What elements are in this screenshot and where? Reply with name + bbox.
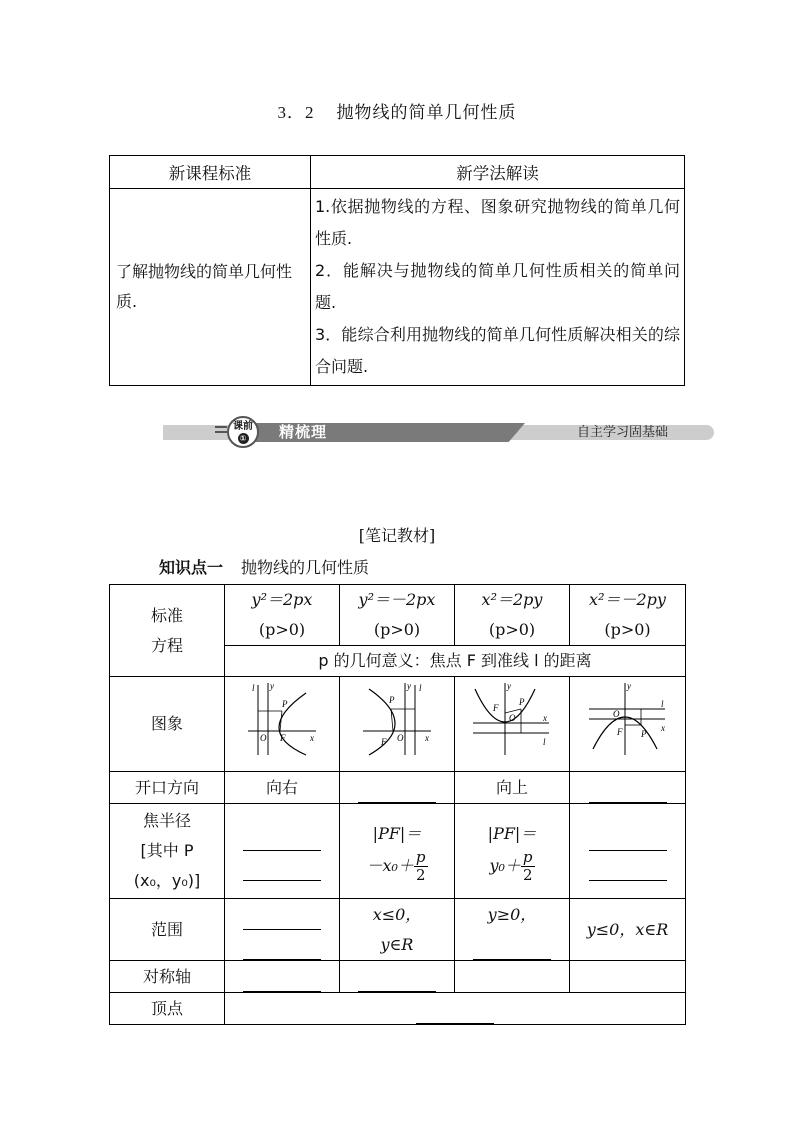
badge-text: 课前 [233,421,253,432]
row-label-opening: 开口方向 [110,772,225,804]
svg-text:x: x [310,733,314,743]
svg-text:O: O [397,733,404,743]
axis-cell-3 [455,961,570,993]
banner-lines [215,426,227,436]
focal-up: |PF|＝ y₀＋ $\frac{p}{2}$ [455,804,570,899]
vertex-blank [225,993,686,1025]
parabola-left-graph [359,679,435,759]
range-down: y≤0，x∈R [570,899,686,961]
svg-text:x: x [425,733,429,743]
axis-cell-4 [570,961,686,993]
knowledge-point-heading [159,555,369,578]
svg-text:x: x [543,713,547,723]
svg-text:l: l [252,683,255,693]
notes-label: [笔记教材] [358,526,436,545]
axis-blank-2 [340,961,455,993]
eq-cell-1: y²＝2px (p>0) [225,585,340,646]
svg-text:x: x [660,723,665,733]
svg-text:y: y [626,681,631,691]
col-header-method: 新学法解读 [311,156,685,189]
row-label-graph: 图象 [110,677,225,772]
svg-text:P: P [640,729,646,739]
focal-blank-4 [570,804,686,899]
svg-text:O: O [260,733,267,743]
graph-down [570,677,686,772]
focal-blank-1 [225,804,340,899]
range-left: x≤0， y∈R [340,899,455,961]
row-label-equation: 标准 方程 [110,585,225,677]
open-blank-2 [340,772,455,804]
svg-text:O: O [509,713,516,723]
open-right: 向右 [225,772,340,804]
eq-cell-3: x²＝2py (p>0) [455,585,570,646]
method-points [311,189,685,386]
row-label-focal: 焦半径 [其中 P (x₀，y₀)] [110,804,225,899]
graph-left [340,677,455,772]
open-up: 向上 [455,772,570,804]
method-point-2: 2．能解决与抛物线的简单几何性质相关的简单问题. [315,261,680,312]
svg-text:F: F [280,733,286,743]
svg-text:F: F [381,737,387,747]
range-blank-1 [225,899,340,961]
section-banner [163,423,714,442]
graph-right [225,677,340,772]
col-header-standard: 新课程标准 [110,156,311,189]
axis-blank-1 [225,961,340,993]
parabola-right-graph [244,679,320,759]
svg-text:P: P [389,695,395,705]
parabola-up-graph [469,679,555,759]
standards-table [109,155,685,386]
range-up: y≥0， [455,899,570,961]
row-label-range: 范围 [110,899,225,961]
graph-up [455,677,570,772]
svg-text:y: y [407,681,411,691]
badge-number: ① [238,433,249,444]
row-label-axis: 对称轴 [110,961,225,993]
row-label-vertex: 顶点 [110,993,225,1025]
properties-table [109,584,686,1025]
parabola-down-graph [585,679,671,759]
p-meaning: p 的几何意义：焦点 F 到准线 l 的距离 [225,646,686,677]
banner-label: 精梳理 [279,423,328,441]
section-number: 3．2 [277,103,315,122]
focal-left: |PF|＝ －x₀＋ $\frac{p}{2}$ [340,804,455,899]
svg-text:y: y [507,681,511,691]
svg-text:l: l [660,699,664,709]
section-heading: 抛物线的简单几何性质 [336,103,517,123]
svg-text:y: y [270,681,274,691]
open-blank-4 [570,772,686,804]
svg-text:l: l [543,737,546,747]
section-title [0,98,794,123]
banner-right-text: 自主学习固基础 [576,425,668,440]
eq-cell-2: y²＝－2px (p>0) [340,585,455,646]
svg-text:O: O [612,709,619,719]
method-point-1: 1.依据抛物线的方程、图象研究抛物线的简单几何性质. [315,197,680,248]
svg-text:P: P [519,697,525,707]
svg-text:F: F [493,703,499,713]
kp-title: 知识点一 [159,558,224,577]
svg-text:P: P [282,699,288,709]
eq-cell-4: x²＝－2py (p>0) [570,585,686,646]
kp-subtitle: 抛物线的几何性质 [241,558,370,577]
svg-text:F: F [616,727,622,737]
svg-text:l: l [419,683,422,693]
banner-badge [227,416,259,448]
method-point-3: 3．能综合利用抛物线的简单几何性质解决相关的综合问题. [315,325,680,376]
standard-text: 了解抛物线的简单几何性质. [110,189,311,386]
